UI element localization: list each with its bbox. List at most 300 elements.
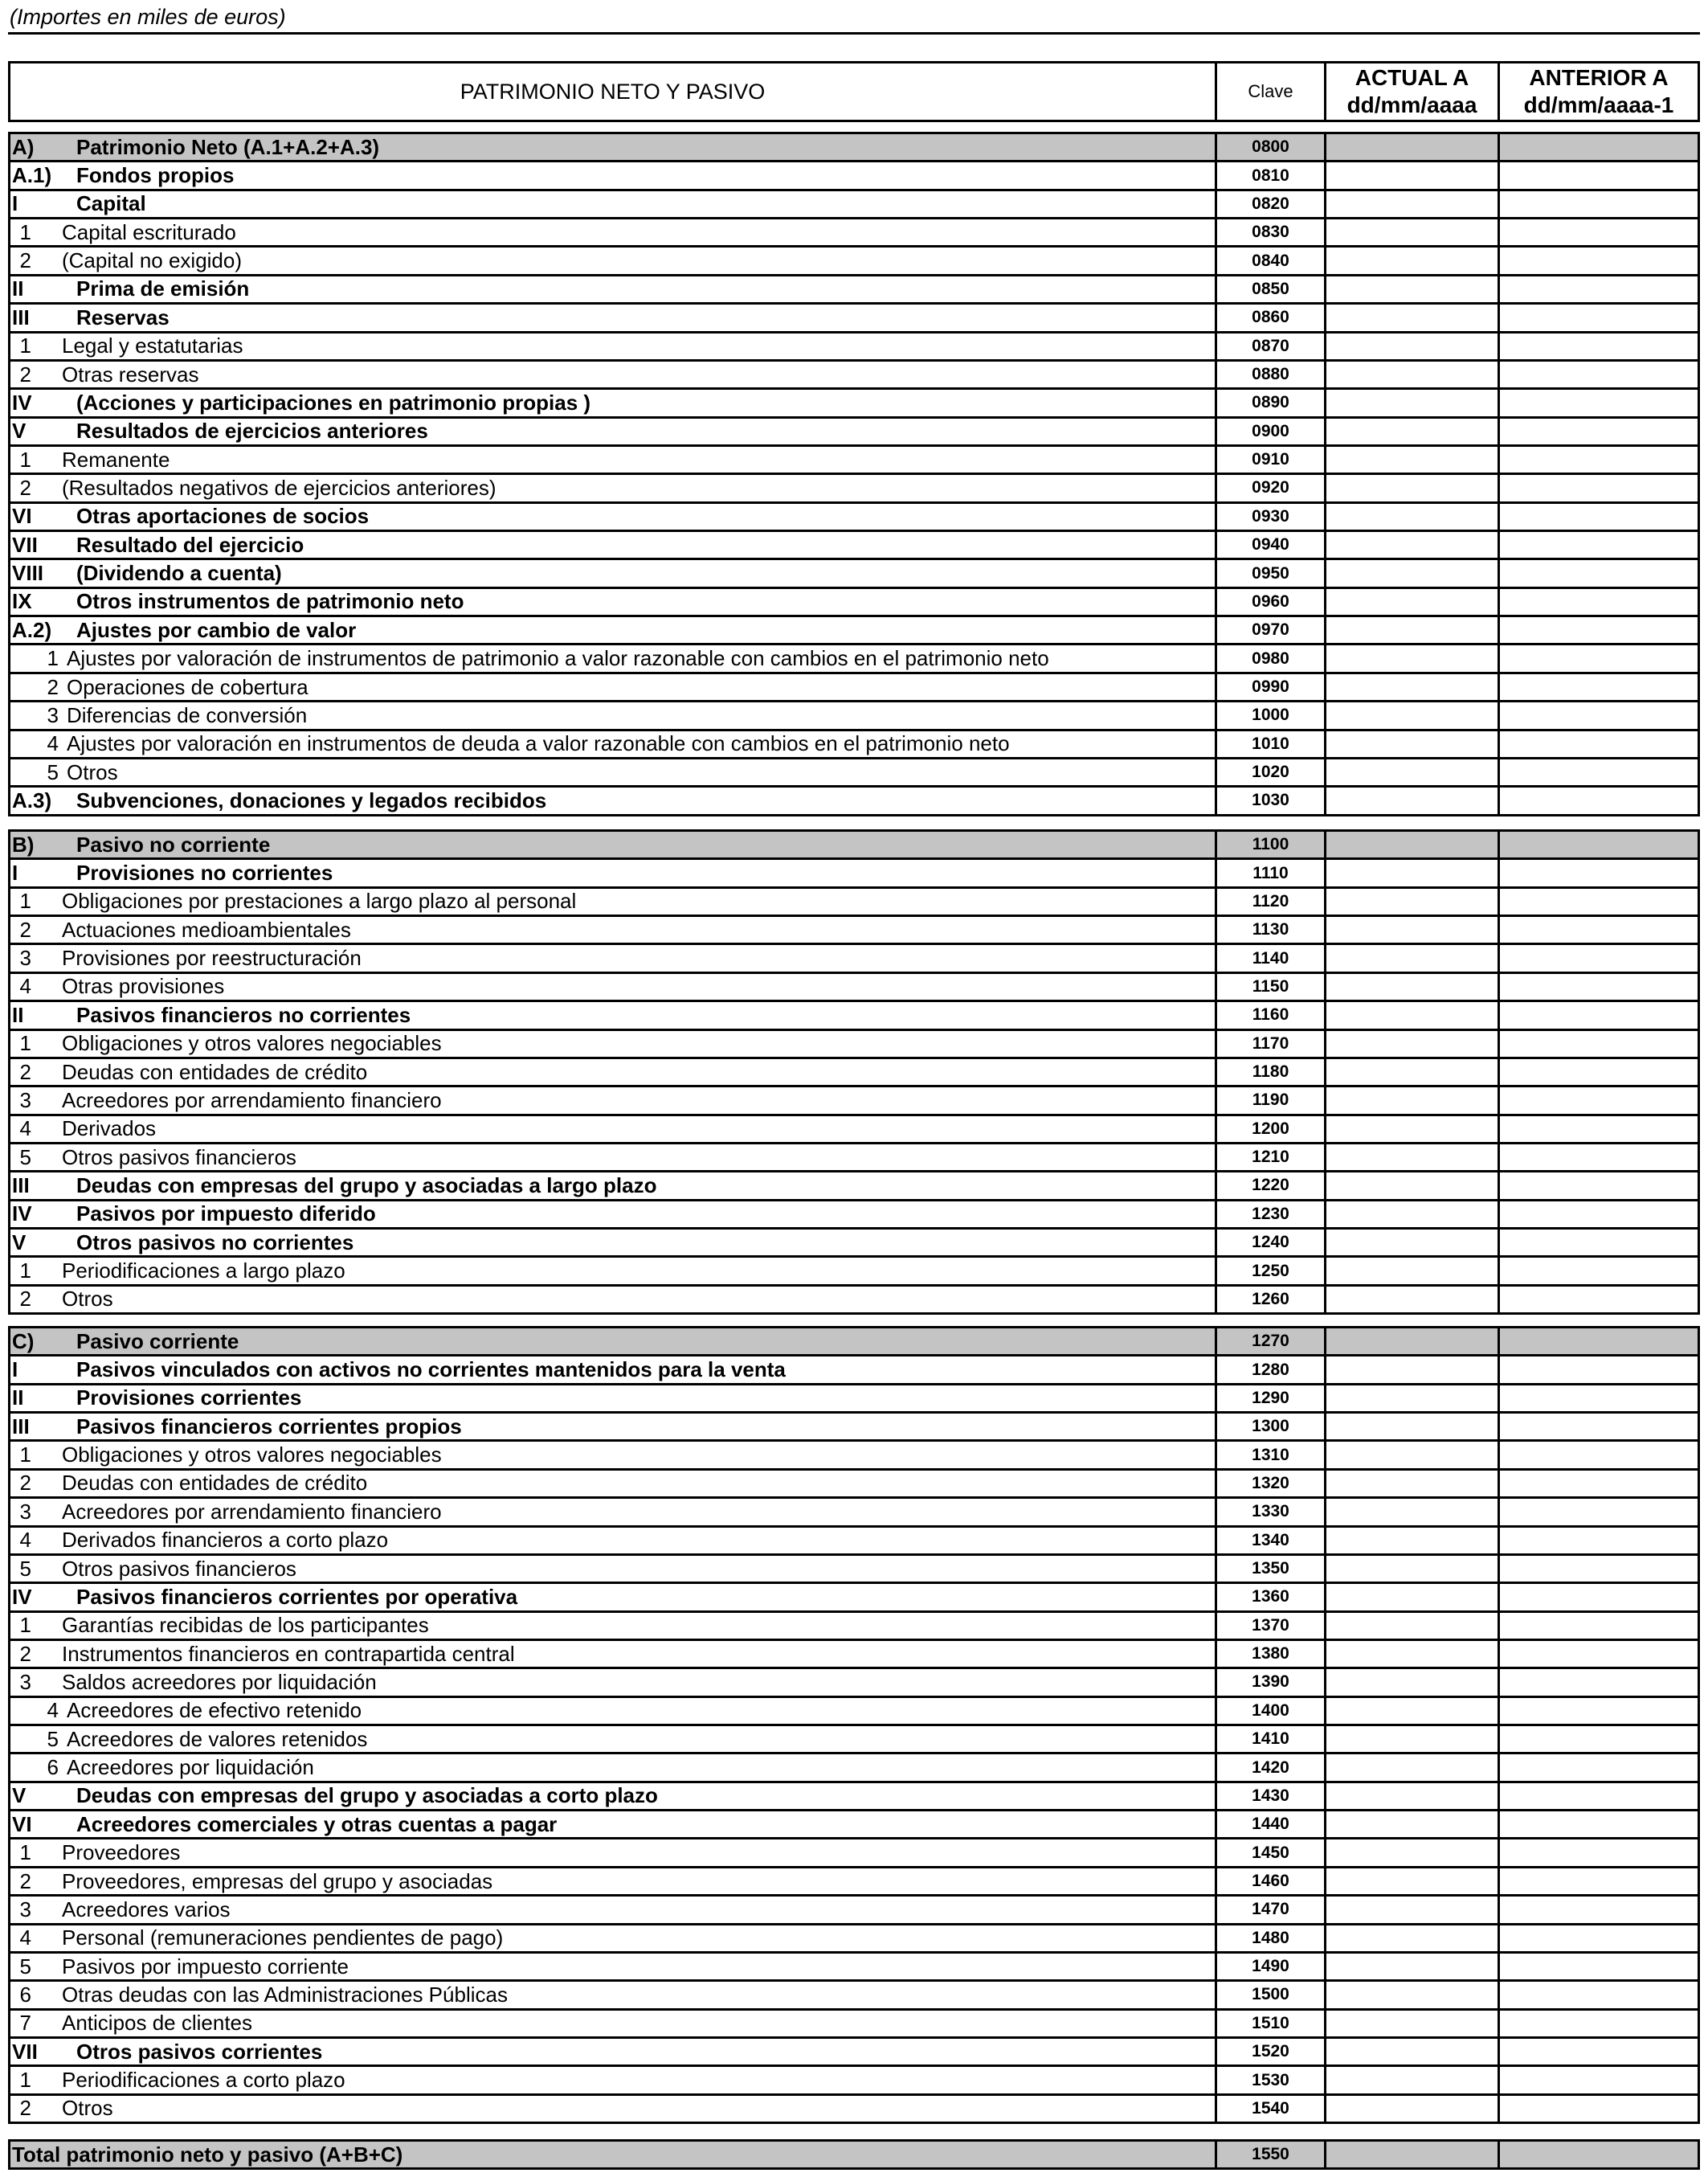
row-code: 1150 [1217,974,1326,1000]
row-label: Actuaciones medioambientales [62,917,351,942]
current-value-cell[interactable] [1326,945,1500,971]
row-code: 1340 [1217,1528,1326,1553]
previous-value-cell[interactable] [1500,1954,1698,1979]
current-value-cell[interactable] [1326,1954,1500,1979]
row-number: II [12,1385,24,1410]
current-value-cell[interactable] [1326,1059,1500,1085]
previous-value-cell[interactable] [1500,1144,1698,1170]
previous-value-cell[interactable] [1500,889,1698,915]
previous-value-cell[interactable] [1500,1087,1698,1113]
row-code: 1000 [1217,702,1326,728]
row-number: 3 [19,1669,31,1694]
current-value-cell[interactable] [1326,2067,1500,2093]
table-row [10,1613,1698,1641]
header-current-period: ACTUAL A dd/mm/aaaa [1326,63,1500,120]
row-code: 1330 [1217,1499,1326,1524]
current-value-cell[interactable] [1326,1839,1500,1865]
current-value-cell[interactable] [1326,162,1500,188]
table-row [10,1385,1698,1414]
current-value-cell[interactable] [1326,134,1500,160]
row-label: Remanente [62,447,170,472]
previous-value-cell[interactable] [1500,2142,1698,2167]
row-number: VI [12,1811,32,1836]
row-concept [10,2011,1217,2036]
previous-value-cell[interactable] [1500,2096,1698,2122]
table-row [10,1258,1698,1286]
row-number: 4 [19,1528,31,1553]
current-value-cell[interactable] [1326,1499,1500,1524]
previous-value-cell[interactable] [1500,134,1698,160]
current-value-cell[interactable] [1326,1116,1500,1142]
current-value-cell[interactable] [1326,1201,1500,1227]
table-row [10,305,1698,333]
row-concept [10,248,1217,273]
current-value-cell[interactable] [1326,788,1500,813]
table-row [10,2039,1698,2067]
table-row [10,2011,1698,2039]
row-label: Patrimonio Neto (A.1+A.2+A.3) [76,134,380,159]
current-value-cell[interactable] [1326,731,1500,757]
current-value-cell[interactable] [1326,759,1500,785]
previous-value-cell[interactable] [1500,2039,1698,2064]
row-number: IX [12,589,32,614]
previous-value-cell[interactable] [1500,1328,1698,1354]
row-concept [10,1059,1217,1085]
row-code: 1160 [1217,1002,1326,1028]
current-value-cell[interactable] [1326,2142,1500,2167]
row-code: 1430 [1217,1783,1326,1809]
row-concept [10,1414,1217,1439]
previous-value-cell[interactable] [1500,589,1698,615]
current-value-cell[interactable] [1326,917,1500,943]
row-concept [10,447,1217,473]
previous-value-cell[interactable] [1500,1868,1698,1894]
row-number: V [12,1783,27,1808]
row-code: 0930 [1217,504,1326,530]
previous-value-cell[interactable] [1500,1897,1698,1922]
row-label: Operaciones de cobertura [67,674,309,699]
row-concept [10,1839,1217,1865]
table-row [10,134,1698,162]
current-value-cell[interactable] [1326,1357,1500,1382]
previous-value-cell[interactable] [1500,162,1698,188]
previous-value-cell[interactable] [1500,759,1698,785]
row-concept [10,1442,1217,1467]
current-value-cell[interactable] [1326,1613,1500,1639]
current-value-cell[interactable] [1326,560,1500,586]
table-row [10,945,1698,973]
row-number: 2 [19,1287,31,1312]
current-value-cell[interactable] [1326,1287,1500,1312]
row-label: Saldos acreedores por liquidación [62,1669,377,1694]
row-label: Otros [62,2096,113,2121]
previous-value-cell[interactable] [1500,1287,1698,1312]
row-concept [10,1116,1217,1142]
row-label: Periodificaciones a largo plazo [62,1258,345,1283]
previous-value-cell[interactable] [1500,674,1698,700]
previous-value-cell[interactable] [1500,702,1698,728]
current-value-cell[interactable] [1326,248,1500,273]
row-number: IV [12,390,32,415]
row-number: VII [12,532,38,557]
current-value-cell[interactable] [1326,1556,1500,1582]
row-code: 1120 [1217,889,1326,915]
row-label: Acreedores varios [62,1897,231,1921]
current-value-cell[interactable] [1326,1442,1500,1467]
previous-value-cell[interactable] [1500,1698,1698,1724]
row-concept [10,390,1217,415]
previous-value-cell[interactable] [1500,390,1698,415]
current-value-cell[interactable] [1326,1783,1500,1809]
row-number: 2 [19,1641,31,1666]
previous-value-cell[interactable] [1500,945,1698,971]
row-code: 1130 [1217,917,1326,943]
row-code: 1360 [1217,1584,1326,1610]
previous-value-cell[interactable] [1500,1925,1698,1951]
previous-value-cell[interactable] [1500,532,1698,558]
row-concept [10,1471,1217,1496]
current-value-cell[interactable] [1326,1328,1500,1354]
amounts-note: (Importes en miles de euros) [10,5,286,29]
row-label: Pasivos financieros corrientes propios [76,1414,462,1438]
row-number: 6 [47,1755,59,1780]
row-concept [10,504,1217,530]
current-value-cell[interactable] [1326,334,1500,359]
row-concept [10,305,1217,330]
row-code: 0920 [1217,475,1326,501]
row-concept [10,974,1217,1000]
row-code: 1440 [1217,1811,1326,1837]
section-pasivo-no-corriente [8,829,1700,1315]
row-code: 1230 [1217,1201,1326,1227]
row-label: Derivados [62,1116,157,1141]
current-value-cell[interactable] [1326,1172,1500,1198]
row-number: 2 [19,1471,31,1496]
row-number: 2 [19,248,31,273]
table-row [10,191,1698,219]
row-code: 1480 [1217,1925,1326,1951]
row-label: Otras provisiones [62,974,225,999]
row-number: 7 [19,2011,31,2036]
table-row [10,889,1698,917]
current-value-cell[interactable] [1326,532,1500,558]
previous-value-cell[interactable] [1500,1754,1698,1780]
current-value-cell[interactable] [1326,1002,1500,1028]
previous-value-cell[interactable] [1500,1528,1698,1553]
row-label: Personal (remuneraciones pendientes de pago) [62,1925,504,1950]
table-row [10,1954,1698,1982]
current-value-cell[interactable] [1326,832,1500,857]
previous-value-cell[interactable] [1500,447,1698,473]
previous-value-cell[interactable] [1500,1002,1698,1028]
current-value-cell[interactable] [1326,1385,1500,1411]
table-row [10,1839,1698,1868]
row-code: 1350 [1217,1556,1326,1582]
previous-value-cell[interactable] [1500,305,1698,330]
previous-value-cell[interactable] [1500,1669,1698,1695]
current-value-cell[interactable] [1326,1414,1500,1439]
previous-value-cell[interactable] [1500,475,1698,501]
previous-value-cell[interactable] [1500,1783,1698,1809]
previous-value-cell[interactable] [1500,334,1698,359]
row-code: 0810 [1217,162,1326,188]
row-concept [10,832,1217,857]
row-label: Ajustes por cambio de valor [76,617,357,642]
table-row [10,1172,1698,1201]
table-row [10,788,1698,816]
row-label: Ajustes por valoración en instrumentos de deuda a valor razonable con cambios en el patrimonio neto [67,731,1010,756]
row-number: 5 [19,1144,31,1169]
row-label: Resultado del ejercicio [76,532,304,557]
current-value-cell[interactable] [1326,1031,1500,1057]
current-value-cell[interactable] [1326,1641,1500,1667]
row-label: Resultados de ejercicios anteriores [76,419,428,444]
row-number: 4 [19,1116,31,1141]
row-concept [10,1087,1217,1113]
table-row [10,1868,1698,1897]
row-label: Pasivo corriente [76,1328,239,1353]
row-number: 4 [19,1925,31,1950]
previous-value-cell[interactable] [1500,1499,1698,1524]
row-concept [10,1499,1217,1524]
row-concept [10,1954,1217,1979]
row-number: 1 [19,1258,31,1283]
current-value-cell[interactable] [1326,447,1500,473]
previous-value-cell[interactable] [1500,1726,1698,1752]
previous-value-cell[interactable] [1500,1116,1698,1142]
row-number: 1 [19,889,31,914]
current-value-cell[interactable] [1326,2039,1500,2064]
current-value-cell[interactable] [1326,617,1500,643]
table-row [10,1641,1698,1669]
current-value-cell[interactable] [1326,305,1500,330]
previous-value-cell[interactable] [1500,1031,1698,1057]
previous-value-cell[interactable] [1500,617,1698,643]
row-concept [10,219,1217,245]
current-value-cell[interactable] [1326,674,1500,700]
current-value-cell[interactable] [1326,1230,1500,1255]
row-concept [10,1783,1217,1809]
row-number: I [12,191,18,216]
current-value-cell[interactable] [1326,1698,1500,1724]
table-row [10,1230,1698,1258]
previous-value-cell[interactable] [1500,1811,1698,1837]
current-value-cell[interactable] [1326,390,1500,415]
row-label: Pasivos financieros corrientes por operativa [76,1584,518,1609]
current-value-cell[interactable] [1326,1087,1500,1113]
row-label: Periodificaciones a corto plazo [62,2068,345,2093]
table-row [10,276,1698,305]
row-concept [10,945,1217,971]
current-value-cell[interactable] [1326,645,1500,671]
previous-value-cell[interactable] [1500,1172,1698,1198]
current-value-cell[interactable] [1326,1982,1500,2007]
table-row [10,1144,1698,1172]
current-value-cell[interactable] [1326,1897,1500,1922]
row-code: 0970 [1217,617,1326,643]
previous-value-cell[interactable] [1500,1201,1698,1227]
row-concept [10,1172,1217,1198]
table-row [10,1116,1698,1144]
current-value-cell[interactable] [1326,1258,1500,1283]
current-value-cell[interactable] [1326,589,1500,615]
row-label: Pasivos por impuesto corriente [62,1954,349,1979]
previous-value-cell[interactable] [1500,2011,1698,2036]
row-label: Instrumentos financieros en contrapartida central [62,1641,515,1666]
row-concept [10,1982,1217,2007]
row-number: C) [12,1328,35,1353]
previous-value-cell[interactable] [1500,860,1698,886]
table-row [10,1328,1698,1357]
current-value-cell[interactable] [1326,191,1500,217]
table-row [10,1897,1698,1925]
table-row [10,1357,1698,1385]
previous-value-cell[interactable] [1500,1258,1698,1283]
table-row [10,447,1698,475]
table-row [10,334,1698,362]
table-row [10,219,1698,248]
current-value-cell[interactable] [1326,1144,1500,1170]
row-label: Legal y estatutarias [62,334,243,358]
row-label: (Capital no exigido) [62,248,243,273]
row-code: 1520 [1217,2039,1326,2064]
current-value-cell[interactable] [1326,889,1500,915]
current-value-cell[interactable] [1326,2096,1500,2122]
previous-value-cell[interactable] [1500,1414,1698,1439]
current-value-cell[interactable] [1326,504,1500,530]
row-label: Otros [62,1287,113,1312]
current-value-cell[interactable] [1326,1726,1500,1752]
row-number: II [12,1002,24,1027]
current-value-cell[interactable] [1326,702,1500,728]
current-value-cell[interactable] [1326,860,1500,886]
current-value-cell[interactable] [1326,1584,1500,1610]
previous-value-cell[interactable] [1500,788,1698,813]
previous-value-cell[interactable] [1500,1442,1698,1467]
current-value-cell[interactable] [1326,475,1500,501]
current-value-cell[interactable] [1326,1925,1500,1951]
previous-value-cell[interactable] [1500,645,1698,671]
table-row [10,475,1698,503]
current-value-cell[interactable] [1326,1471,1500,1496]
previous-value-cell[interactable] [1500,1839,1698,1865]
table-row [10,860,1698,888]
row-code: 1310 [1217,1442,1326,1467]
row-concept [10,1287,1217,1312]
table-row [10,2067,1698,2095]
previous-value-cell[interactable] [1500,362,1698,387]
previous-value-cell[interactable] [1500,1385,1698,1411]
row-concept [10,2039,1217,2064]
row-concept [10,1613,1217,1639]
row-code: 0940 [1217,532,1326,558]
table-row [10,645,1698,673]
row-label: Garantías recibidas de los participantes [62,1613,429,1638]
current-value-cell[interactable] [1326,1868,1500,1894]
row-code: 1460 [1217,1868,1326,1894]
current-value-cell[interactable] [1326,1754,1500,1780]
current-value-cell[interactable] [1326,362,1500,387]
row-code: 0800 [1217,134,1326,160]
previous-value-cell[interactable] [1500,1357,1698,1382]
table-row [10,1087,1698,1115]
header-code: Clave [1217,63,1326,120]
row-number: 1 [19,447,31,472]
row-code: 1410 [1217,1726,1326,1752]
previous-value-cell[interactable] [1500,191,1698,217]
row-number: VII [12,2039,38,2064]
previous-value-cell[interactable] [1500,832,1698,857]
previous-value-cell[interactable] [1500,731,1698,757]
previous-value-cell[interactable] [1500,917,1698,943]
current-value-cell[interactable] [1326,219,1500,245]
row-label: Pasivos por impuesto diferido [76,1201,376,1226]
current-value-cell[interactable] [1326,1528,1500,1553]
previous-value-cell[interactable] [1500,1059,1698,1085]
row-concept [10,2142,1217,2167]
row-label: (Acciones y participaciones en patrimonio propias ) [76,390,591,415]
previous-value-cell[interactable] [1500,1641,1698,1667]
row-code: 1550 [1217,2142,1326,2167]
row-label: Acreedores comerciales y otras cuentas a pagar [76,1811,558,1836]
table-row [10,1059,1698,1087]
previous-value-cell[interactable] [1500,1471,1698,1496]
row-number: IV [12,1201,32,1226]
previous-value-cell[interactable] [1500,1613,1698,1639]
row-label: Acreedores por arrendamiento financiero [62,1499,442,1524]
current-value-cell[interactable] [1326,276,1500,302]
current-value-cell[interactable] [1326,2011,1500,2036]
previous-value-cell[interactable] [1500,560,1698,586]
row-number: III [12,1172,30,1197]
previous-value-cell[interactable] [1500,1584,1698,1610]
row-number: 2 [19,917,31,942]
row-code: 1100 [1217,832,1326,857]
previous-value-cell[interactable] [1500,1230,1698,1255]
table-row [10,419,1698,447]
previous-value-cell[interactable] [1500,1556,1698,1582]
current-value-cell[interactable] [1326,1811,1500,1837]
previous-value-cell[interactable] [1500,419,1698,444]
row-label: Deudas con empresas del grupo y asociadas a largo plazo [76,1172,657,1197]
row-label: Pasivos financieros no corrientes [76,1002,411,1027]
previous-value-cell[interactable] [1500,2067,1698,2093]
table-row [10,1982,1698,2010]
current-value-cell[interactable] [1326,974,1500,1000]
row-code: 1500 [1217,1982,1326,2007]
current-value-cell[interactable] [1326,1669,1500,1695]
previous-value-cell[interactable] [1500,219,1698,245]
row-code: 0990 [1217,674,1326,700]
section-patrimonio-neto [8,132,1700,816]
previous-value-cell[interactable] [1500,276,1698,302]
previous-value-cell[interactable] [1500,974,1698,1000]
row-code: 1290 [1217,1385,1326,1411]
previous-value-cell[interactable] [1500,1982,1698,2007]
row-concept [10,276,1217,302]
row-number: 1 [19,334,31,358]
row-number: 1 [47,646,59,671]
row-code: 1020 [1217,759,1326,785]
row-number: 2 [47,674,59,699]
row-number: 2 [19,2096,31,2121]
row-label: Proveedores, empresas del grupo y asociadas [62,1868,493,1893]
table-row [10,362,1698,390]
previous-value-cell[interactable] [1500,248,1698,273]
current-value-cell[interactable] [1326,419,1500,444]
row-concept [10,1897,1217,1922]
previous-value-cell[interactable] [1500,504,1698,530]
